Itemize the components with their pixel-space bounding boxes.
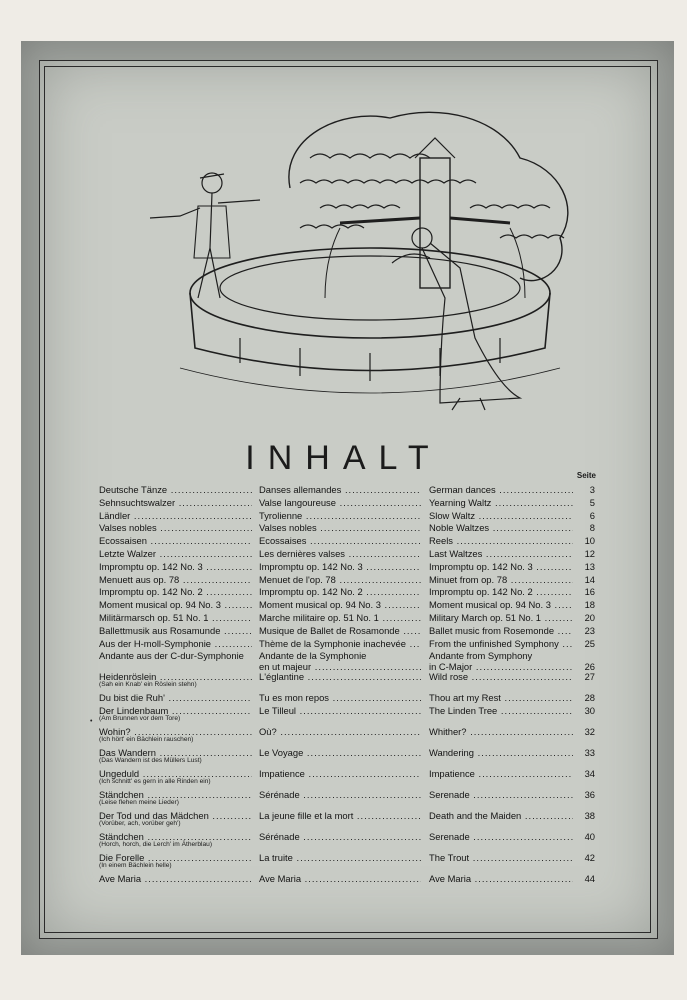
- page-number: 30: [584, 705, 595, 717]
- page-number: 42: [584, 852, 595, 864]
- english-title: [429, 599, 573, 610]
- german-title: [99, 522, 252, 533]
- german-subtitle: (Vorüber, ach, vorüber geh'): [99, 819, 181, 827]
- german-subtitle: (Horch, horch, die Lerch' im Ätherblau): [99, 840, 213, 848]
- toc-row: [99, 671, 599, 692]
- toc-row: [99, 497, 599, 510]
- german-title: [99, 561, 252, 572]
- page-number: 5: [589, 496, 595, 508]
- toc-row: [99, 810, 599, 831]
- german-title-text: Ständchen: [99, 789, 144, 801]
- french-title-line2: [259, 661, 421, 672]
- english-title: [429, 638, 573, 649]
- german-title-text: Deutsche Tänze: [99, 484, 168, 495]
- french-title: [259, 625, 421, 636]
- english-title: [429, 535, 573, 546]
- english-title: [429, 705, 573, 716]
- french-title-text: Valses nobles: [259, 522, 317, 534]
- table-of-contents: [99, 484, 599, 886]
- english-title: [429, 497, 573, 508]
- page-number: 28: [584, 692, 595, 704]
- german-subtitle: (Ich schnitt' es gern in alle Rinden ein): [99, 777, 211, 785]
- toc-row: [99, 522, 599, 535]
- english-title-text: Thou art my Rest: [429, 692, 501, 704]
- german-title-text: Der Tod und das Mädchen: [99, 810, 209, 822]
- english-title-text: Andante from Symphony: [429, 650, 533, 662]
- english-title: [429, 548, 573, 559]
- page-number: 44: [584, 873, 595, 885]
- english-title-text: From the unfinished Symphony: [429, 637, 559, 649]
- page-number: 23: [584, 624, 595, 636]
- french-title: [259, 535, 421, 546]
- french-title-text: Ave Maria: [259, 873, 302, 885]
- english-title-text: Impromptu op. 142 No. 3: [429, 560, 533, 572]
- french-title-text: Impromptu op. 142 No. 2: [259, 586, 363, 598]
- english-title: [429, 650, 573, 661]
- german-title-text: Ständchen: [99, 831, 144, 843]
- german-title: [99, 510, 252, 521]
- french-title-text: Impatience: [259, 768, 305, 780]
- french-title: [259, 510, 421, 521]
- french-title: [259, 831, 421, 842]
- toc-row: [99, 650, 599, 671]
- french-title: [259, 522, 421, 533]
- page-number: 3: [589, 484, 595, 495]
- english-title-line2: [429, 661, 573, 672]
- english-title-text: Reels: [429, 535, 453, 547]
- english-title-text: Death and the Maiden: [429, 810, 522, 822]
- german-title: [99, 535, 252, 546]
- page-number: 18: [584, 599, 595, 611]
- english-title: [429, 561, 573, 572]
- page-number: 12: [584, 547, 595, 559]
- page-title: INHALT: [245, 439, 442, 477]
- german-title-text: Valses nobles: [99, 522, 157, 534]
- english-title: [429, 810, 573, 821]
- toc-row: [99, 768, 599, 789]
- page-number: 27: [584, 671, 595, 683]
- french-title-text: Thème de la Symphonie inachevée: [259, 637, 406, 649]
- french-title-text: Marche militaire op. 51 No. 1: [259, 611, 379, 623]
- french-title: [259, 638, 421, 649]
- page-number: 26: [584, 660, 595, 672]
- german-title: [99, 586, 252, 597]
- english-title-text: Impromptu op. 142 No. 2: [429, 586, 533, 598]
- english-title-text: Ave Maria: [429, 873, 472, 885]
- german-subtitle: (Leise flehen meine Lieder): [99, 798, 179, 806]
- french-title-text: L'églantine: [259, 671, 305, 683]
- english-title-text: Wild rose: [429, 671, 469, 683]
- french-title: [259, 873, 421, 884]
- german-title: [99, 873, 252, 884]
- german-title-text: Wohin?: [99, 726, 131, 738]
- page-number: 40: [584, 831, 595, 843]
- french-title-text: Le Voyage: [259, 747, 304, 759]
- german-title-text: Aus der H-moll-Symphonie: [99, 637, 212, 649]
- french-title-text: Sérénade: [259, 789, 300, 801]
- french-title-line2-text: en ut majeur: [259, 660, 312, 672]
- toc-row: [99, 612, 599, 625]
- english-title-line2-text: in C-Major: [429, 660, 473, 672]
- french-title: [259, 561, 421, 572]
- english-title: [429, 852, 573, 863]
- french-title-text: La jeune fille et la mort: [259, 810, 354, 822]
- german-title: [99, 484, 252, 495]
- french-title: [259, 586, 421, 597]
- french-title: [259, 747, 421, 758]
- french-title: [259, 574, 421, 585]
- english-title-text: The Linden Tree: [429, 705, 498, 717]
- german-title-text: Letzte Walzer: [99, 547, 156, 559]
- french-title-text: Tyrolienne: [259, 509, 303, 521]
- english-title-text: Whither?: [429, 726, 467, 738]
- german-title: [99, 638, 252, 649]
- english-title: [429, 726, 573, 737]
- german-title-text: Ecossaisen: [99, 535, 147, 547]
- english-title: [429, 789, 573, 800]
- english-title: [429, 831, 573, 842]
- german-title-text: Andante aus der C-dur-Symphonie: [99, 650, 244, 662]
- page-number: 33: [584, 747, 595, 759]
- german-title: [99, 599, 252, 610]
- english-title-text: Minuet from op. 78: [429, 573, 508, 585]
- french-title-text: Le Tilleul: [259, 705, 297, 717]
- french-title: [259, 789, 421, 800]
- french-title: [259, 852, 421, 863]
- english-title: [429, 574, 573, 585]
- french-title: [259, 650, 421, 661]
- german-title: [99, 574, 252, 585]
- english-title-text: Last Waltzes: [429, 547, 483, 559]
- german-title-text: Moment musical op. 94 No. 3: [99, 599, 221, 611]
- french-title-text: Les dernières valses: [259, 547, 345, 559]
- page-number: 10: [584, 535, 595, 547]
- french-title: [259, 810, 421, 821]
- german-title-text: Menuett aus op. 78: [99, 573, 180, 585]
- french-title-text: Musique de Ballet de Rosamonde: [259, 624, 400, 636]
- german-title: [99, 497, 252, 508]
- toc-row: [99, 789, 599, 810]
- german-title-text: Sehnsuchtswalzer: [99, 496, 176, 508]
- german-title-text: Du bist die Ruh': [99, 692, 165, 704]
- german-title-text: Ungeduld: [99, 768, 140, 780]
- german-title: [99, 650, 252, 661]
- english-title: [429, 625, 573, 636]
- german-title-text: Heidenröslein: [99, 671, 157, 683]
- french-title: [259, 705, 421, 716]
- french-title: [259, 484, 421, 495]
- page-column-header: Seite: [576, 471, 596, 480]
- german-title: [99, 692, 252, 703]
- toc-row: [99, 625, 599, 638]
- page-number: 13: [584, 560, 595, 572]
- german-title: [99, 625, 252, 636]
- toc-row: [99, 726, 599, 747]
- german-title: [99, 548, 252, 559]
- english-title-text: Serenade: [429, 831, 470, 843]
- toc-row: [99, 692, 599, 705]
- toc-row: [99, 747, 599, 768]
- fountain-illustration: [140, 98, 590, 428]
- toc-row: [99, 574, 599, 587]
- toc-row: [99, 599, 599, 612]
- french-title-text: Andante de la Symphonie: [259, 650, 367, 662]
- page-number: 38: [584, 810, 595, 822]
- french-title: [259, 612, 421, 623]
- toc-row: [99, 586, 599, 599]
- toc-row: [99, 484, 599, 497]
- french-title: [259, 599, 421, 610]
- english-title-text: Noble Waltzes: [429, 522, 490, 534]
- french-title-text: Tu es mon repos: [259, 692, 329, 704]
- page-number: 14: [584, 573, 595, 585]
- page-number: 16: [584, 586, 595, 598]
- page-number: 20: [584, 611, 595, 623]
- french-title-text: La truite: [259, 852, 293, 864]
- page-number: 8: [589, 522, 595, 534]
- french-title-text: Moment musical op. 94 No. 3: [259, 599, 381, 611]
- english-title: [429, 747, 573, 758]
- german-subtitle: (Das Wandern ist des Müllers Lust): [99, 756, 202, 764]
- english-title-text: Impatience: [429, 768, 475, 780]
- english-title: [429, 768, 573, 779]
- english-title: [429, 510, 573, 521]
- french-title: [259, 768, 421, 779]
- english-title-text: Slow Waltz: [429, 509, 476, 521]
- toc-row: [99, 831, 599, 852]
- toc-row: [99, 510, 599, 523]
- toc-row: [99, 852, 599, 873]
- french-title-text: Où?: [259, 726, 277, 738]
- page-number: 25: [584, 637, 595, 649]
- english-title: [429, 692, 573, 703]
- english-title: [429, 522, 573, 533]
- page-number: 36: [584, 789, 595, 801]
- german-subtitle: (Ich hört' ein Bächlein rauschen): [99, 735, 194, 743]
- french-title-text: Danses allemandes: [259, 484, 342, 495]
- german-title-text: Das Wandern: [99, 747, 156, 759]
- german-title: [99, 612, 252, 623]
- toc-row: [99, 535, 599, 548]
- german-title-text: Impromptu op. 142 No. 3: [99, 560, 203, 572]
- english-title: [429, 873, 573, 884]
- french-title-text: Sérénade: [259, 831, 300, 843]
- english-title-text: The Trout: [429, 852, 470, 864]
- german-title-text: Die Forelle: [99, 852, 145, 864]
- page-number: 32: [584, 726, 595, 738]
- english-title-text: German dances: [429, 484, 496, 495]
- german-subtitle: (Am Brunnen vor dem Tore): [99, 714, 181, 722]
- english-title-text: Moment musical op. 94 No. 3: [429, 599, 551, 611]
- english-title-text: Yearning Waltz: [429, 496, 492, 508]
- page-number: 6: [589, 509, 595, 521]
- english-title-text: Serenade: [429, 789, 470, 801]
- toc-row: [99, 638, 599, 651]
- toc-row: [99, 873, 599, 886]
- toc-row: [99, 705, 599, 726]
- german-title-text: Ländler: [99, 509, 131, 521]
- toc-row: [99, 561, 599, 574]
- german-subtitle: (In einem Bächlein helle): [99, 861, 172, 869]
- french-title-text: Ecossaises: [259, 535, 307, 547]
- margin-mark: •: [90, 718, 93, 725]
- english-title: [429, 484, 573, 495]
- english-title-text: Wandering: [429, 747, 474, 759]
- toc-row: [99, 548, 599, 561]
- english-title: [429, 671, 573, 682]
- english-title: [429, 612, 573, 623]
- french-title: [259, 548, 421, 559]
- english-title-text: Military March op. 51 No. 1: [429, 611, 542, 623]
- german-title-text: Impromptu op. 142 No. 2: [99, 586, 203, 598]
- french-title-text: Impromptu op. 142 No. 3: [259, 560, 363, 572]
- french-title-text: Valse langoureuse: [259, 496, 336, 508]
- german-title-text: Der Lindenbaum: [99, 705, 169, 717]
- german-title-text: Ballettmusik aus Rosamunde: [99, 624, 221, 636]
- french-title: [259, 692, 421, 703]
- english-title-text: Ballet music from Rosemonde: [429, 624, 555, 636]
- english-title: [429, 586, 573, 597]
- german-title-text: Ave Maria: [99, 873, 142, 885]
- german-subtitle: (Sah ein Knab' ein Röslein stehn): [99, 680, 197, 688]
- page-number: 34: [584, 768, 595, 780]
- french-title: [259, 671, 421, 682]
- french-title-text: Menuet de l'op. 78: [259, 573, 336, 585]
- french-title: [259, 726, 421, 737]
- german-title-text: Militärmarsch op. 51 No. 1: [99, 611, 209, 623]
- french-title: [259, 497, 421, 508]
